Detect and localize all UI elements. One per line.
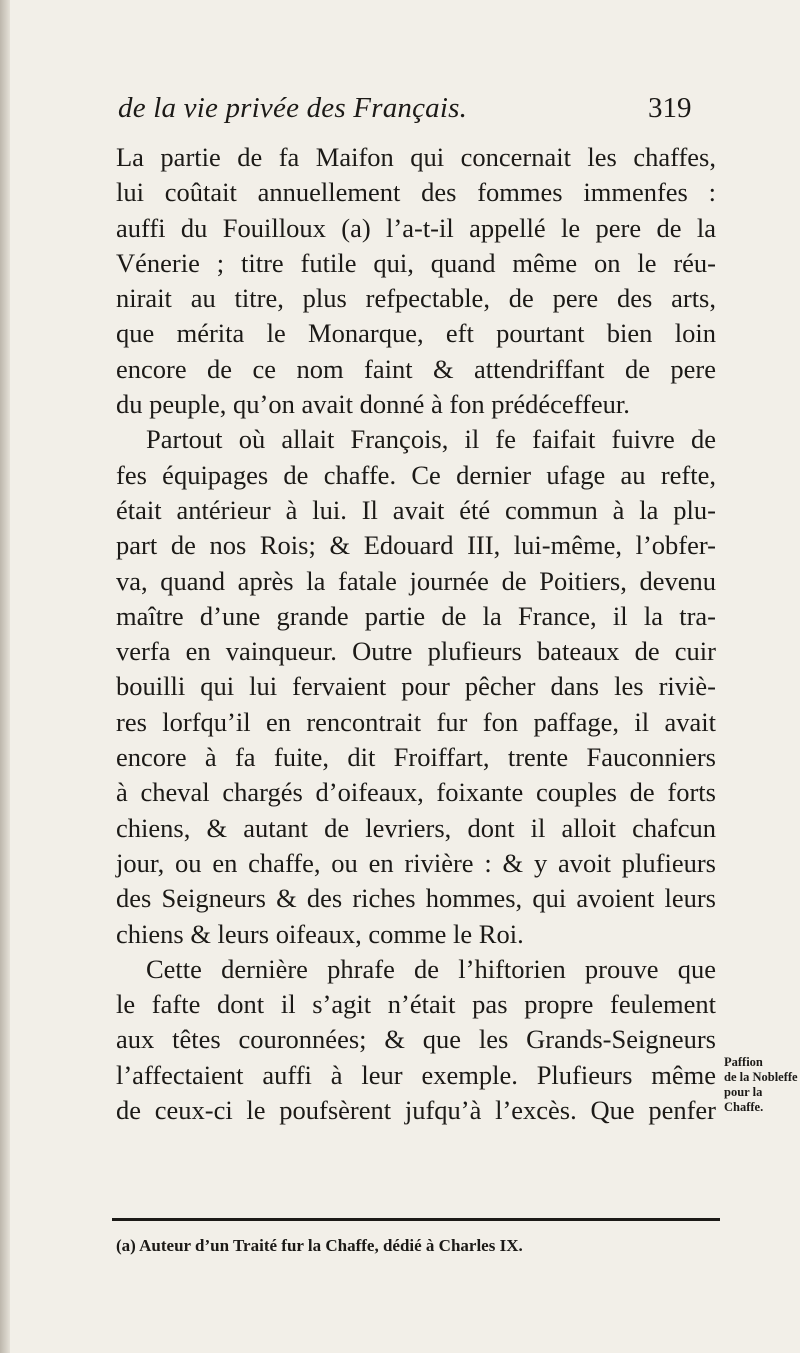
text-line: chiens, & autant de levriers, dont il alloit chafcun bbox=[116, 812, 716, 843]
margin-note-line: pour la bbox=[724, 1085, 763, 1099]
page-binding-edge bbox=[0, 0, 10, 1353]
body-text bbox=[116, 140, 716, 1128]
margin-note-line: de la Nobleffe bbox=[724, 1070, 798, 1084]
text-line: auffi du Fouilloux (a) l’a-t-il appellé le pere de la bbox=[116, 212, 716, 243]
text-line: maître d’une grande partie de la France, il la tra- bbox=[116, 600, 716, 631]
running-header bbox=[118, 92, 778, 132]
footnote-rule bbox=[112, 1218, 720, 1221]
text-line: encore de ce nom faint & attendriffant de pere bbox=[116, 353, 716, 384]
text-line: du peuple, qu’on avait donné à fon prédéceffeur. bbox=[116, 389, 630, 420]
text-line: Partout où allait François, il fe faifait fuivre de bbox=[146, 424, 716, 455]
text-line: jour, ou en chaffe, ou en rivière : & y avoit plufieurs bbox=[116, 847, 716, 878]
text-line: lui coûtait annuellement des fommes immenfes : bbox=[116, 177, 716, 208]
text-line: de ceux-ci le poufsèrent jufqu’à l’excès. Que penfer bbox=[116, 1095, 716, 1126]
text-line: encore à fa fuite, dit Froiffart, trente Fauconniers bbox=[116, 742, 716, 773]
text-line: le fafte dont il s’agit n’était pas propre feulement bbox=[116, 989, 716, 1020]
text-line: aux têtes couronnées; & que les Grands-Seigneurs bbox=[116, 1024, 716, 1055]
text-line: part de nos Rois; & Edouard III, lui-même, l’obfer- bbox=[116, 530, 716, 561]
text-line: va, quand après la fatale journée de Poitiers, devenu bbox=[116, 565, 716, 596]
text-line: verfa en vainqueur. Outre plufieurs bateaux de cuir bbox=[116, 636, 716, 667]
text-line: Vénerie ; titre futile qui, quand même on le réu- bbox=[116, 247, 716, 278]
text-line: chiens & leurs oifeaux, comme le Roi. bbox=[116, 918, 524, 949]
text-line: fes équipages de chaffe. Ce dernier ufage au refte, bbox=[116, 459, 716, 490]
text-line: que mérita le Monarque, eft pourtant bien loin bbox=[116, 318, 716, 349]
text-line: était antérieur à lui. Il avait été commun à la plu- bbox=[116, 494, 716, 525]
footnote: (a) Auteur d’un Traité fur la Chaffe, dédié à Charles IX. bbox=[116, 1236, 523, 1255]
text-line: res lorfqu’il en rencontrait fur fon paffage, il avait bbox=[116, 706, 716, 737]
text-line: des Seigneurs & des riches hommes, qui avoient leurs bbox=[116, 883, 716, 914]
text-line: à cheval chargés d’oifeaux, foixante couples de forts bbox=[116, 777, 716, 808]
running-title: de la vie privée des Français. bbox=[118, 92, 468, 124]
text-line: bouilli qui lui fervaient pour pêcher dans les riviè- bbox=[116, 671, 716, 702]
page-number: 319 bbox=[648, 92, 692, 124]
margin-note bbox=[724, 1055, 798, 1115]
text-line: nirait au titre, plus refpectable, de pere des arts, bbox=[116, 283, 716, 314]
text-line: La partie de fa Maifon qui concernait les chaffes, bbox=[116, 142, 716, 172]
text-line: Cette dernière phrafe de l’hiftorien prouve que bbox=[146, 953, 716, 984]
margin-note-line: Paffion bbox=[724, 1055, 763, 1069]
margin-note-line: Chaffe. bbox=[724, 1100, 764, 1114]
text-line: l’affectaient auffi à leur exemple. Plufieurs même bbox=[116, 1059, 716, 1090]
